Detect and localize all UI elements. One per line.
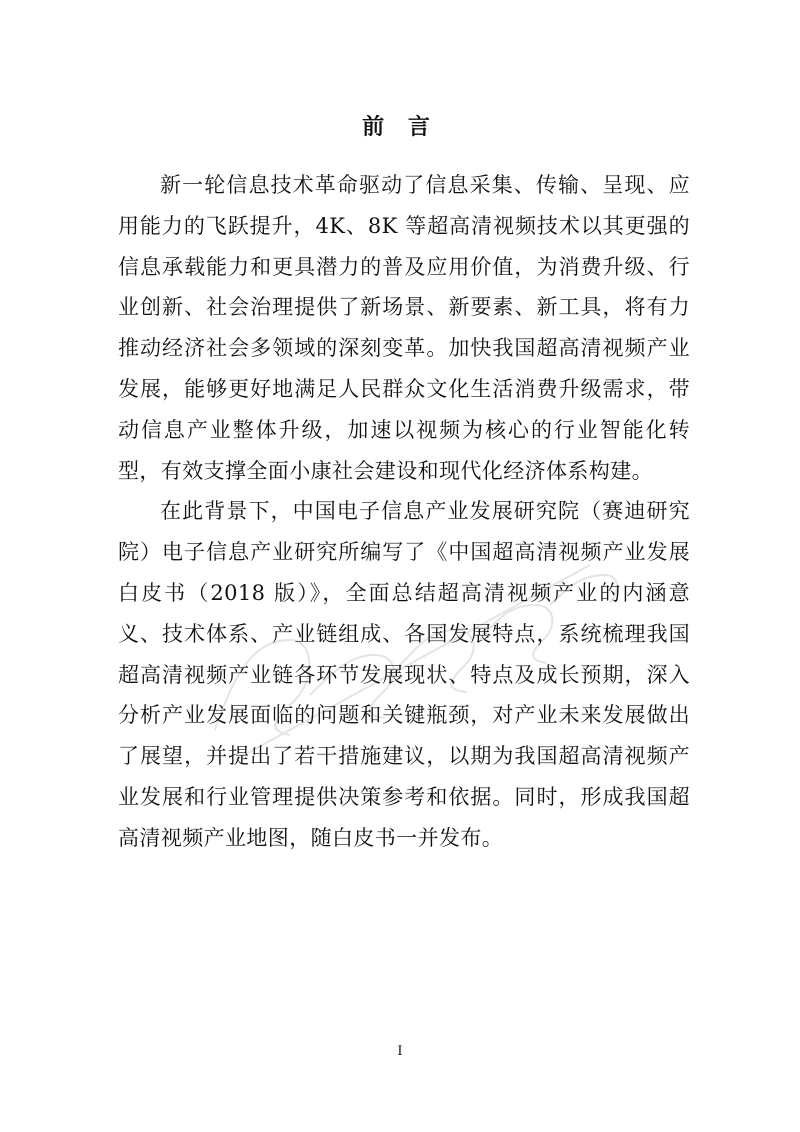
- page-title: 前 言: [362, 114, 438, 140]
- paragraph-2: 在此背景下，中国电子信息产业发展研究院（赛迪研究院）电子信息产业研究所编写了《中国超高清视频产业发展白皮书（2018 版）》，全面总结超高清视频产业的内涵意义、技术体系、产业链组成、各国发展特点，系统梳理我国超高清视频产业链各环节发展现状、特点及成长预期，深入分析产业发展面临的问题和关键瓶颈，对产业未来发展做出了展望，并提出了若干措施建议，以期为我国超高清视频产业发展和行业管理提供决策参考和依据。同时，形成我国超高清视频产业地图，随白皮书一并发布。: [118, 499, 690, 850]
- document-body: [118, 165, 690, 859]
- page-number: I: [397, 1044, 403, 1059]
- paragraph-1: 新一轮信息技术革命驱动了信息采集、传输、呈现、应用能力的飞跃提升，4K、8K 等超高清视频技术以其更强的信息承载能力和更具潜力的普及应用价值，为消费升级、行业创新、社会治理提供了新场景、新要素、新工具，将有力推动经济社会多领域的深刻变革。加快我国超高清视频产业发展，能够更好地满足人民群众文化生活消费升级需求，带动信息产业整体升级，加速以视频为核心的行业智能化转型，有效支撑全面小康社会建设和现代化经济体系构建。: [118, 173, 690, 483]
